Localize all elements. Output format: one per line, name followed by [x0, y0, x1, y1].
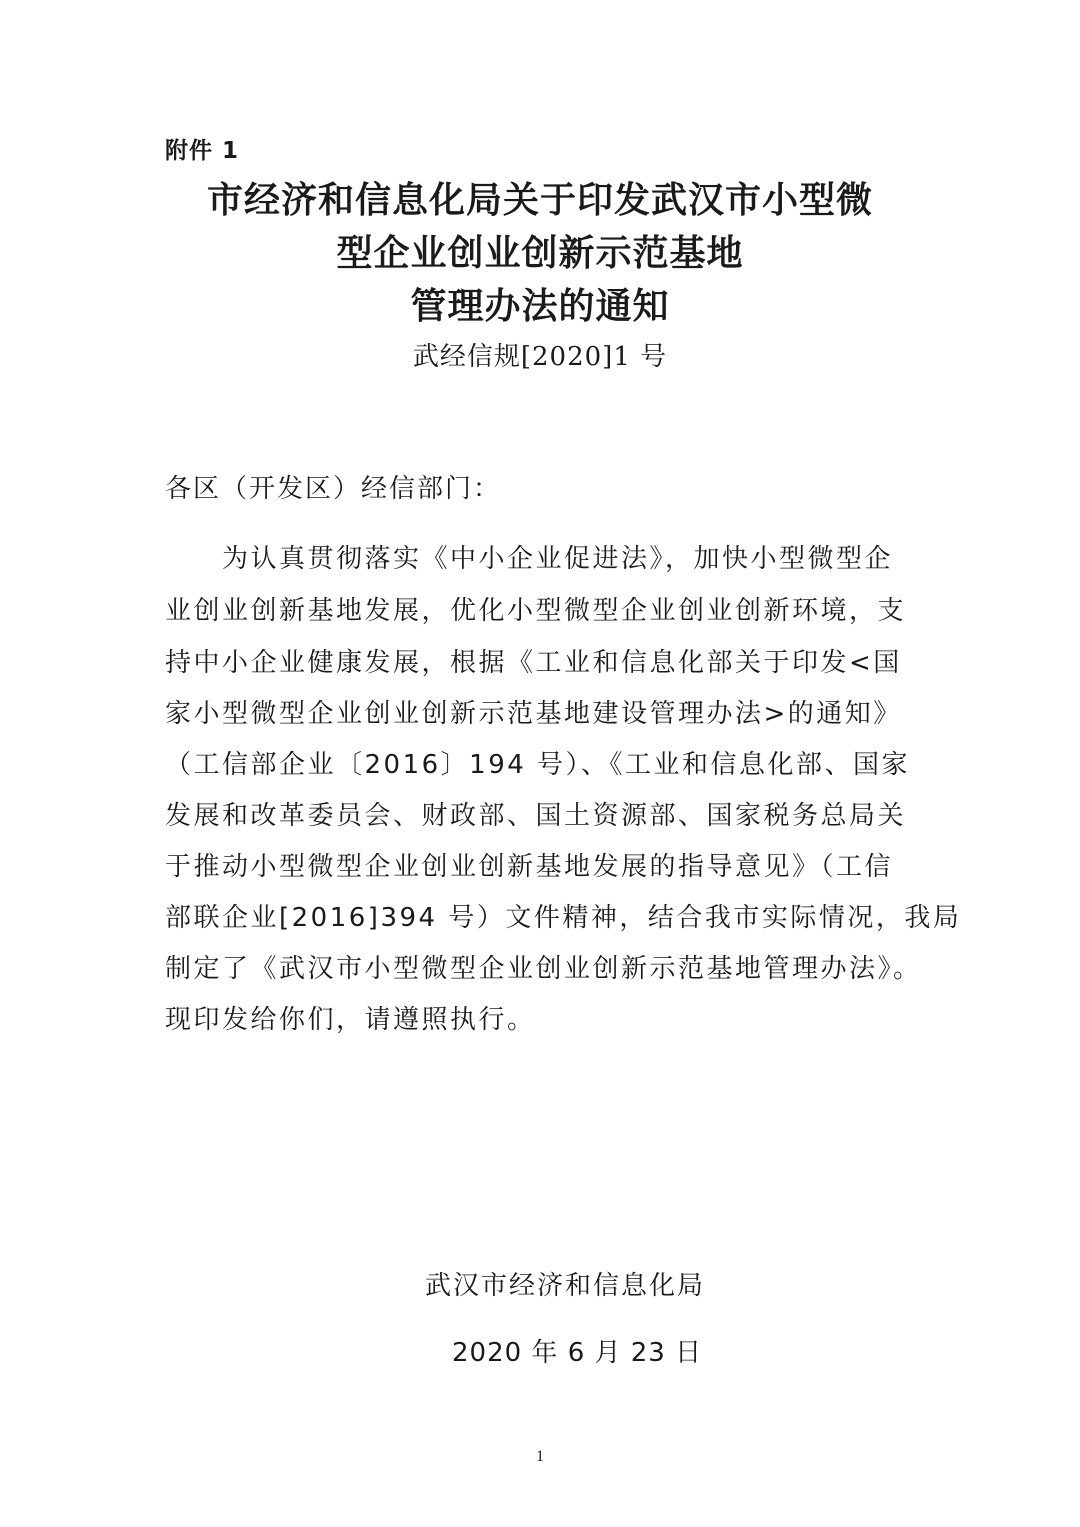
body-line: （工信部企业〔2016〕194 号）、《工业和信息化部、国家	[165, 750, 911, 780]
addressee: 各区（开发区）经信部门：	[165, 474, 502, 504]
document-number: 武经信规[2020]1 号	[412, 342, 668, 372]
body-line: 家小型微型企业创业创新示范基地建设管理办法>的通知》	[165, 699, 902, 729]
body-line: 制定了《武汉市小型微型企业创业创新示范基地管理办法》。	[165, 954, 922, 984]
title-line-1: 市经济和信息化局关于印发武汉市小型微	[206, 180, 873, 221]
title-line-3: 管理办法的通知	[410, 286, 670, 327]
page-number: 1	[536, 1448, 544, 1465]
body-line: 持中小企业健康发展，根据《工业和信息化部关于印发<国	[165, 648, 902, 678]
body-line: 部联企业[2016]394 号）文件精神，结合我市实际情况，我局	[165, 903, 962, 933]
title-line-2: 型企业创业创新示范基地	[336, 233, 744, 274]
body-line: 于推动小型微型企业创业创新基地发展的指导意见》（工信	[165, 852, 894, 882]
issue-date: 2020 年 6 月 23 日	[452, 1338, 703, 1368]
body-line: 为认真贯彻落实《中小企业促进法》，加快小型微型企	[222, 544, 894, 574]
attachment-label: 附件 1	[165, 138, 240, 164]
body-line: 现印发给你们，请遵照执行。	[165, 1005, 536, 1035]
body-line: 发展和改革委员会、财政部、国土资源部、国家税务总局关	[165, 801, 907, 831]
body-line: 业创业创新基地发展，优化小型微型企业创业创新环境，支	[165, 596, 907, 626]
issuer-signature: 武汉市经济和信息化局	[425, 1271, 706, 1301]
